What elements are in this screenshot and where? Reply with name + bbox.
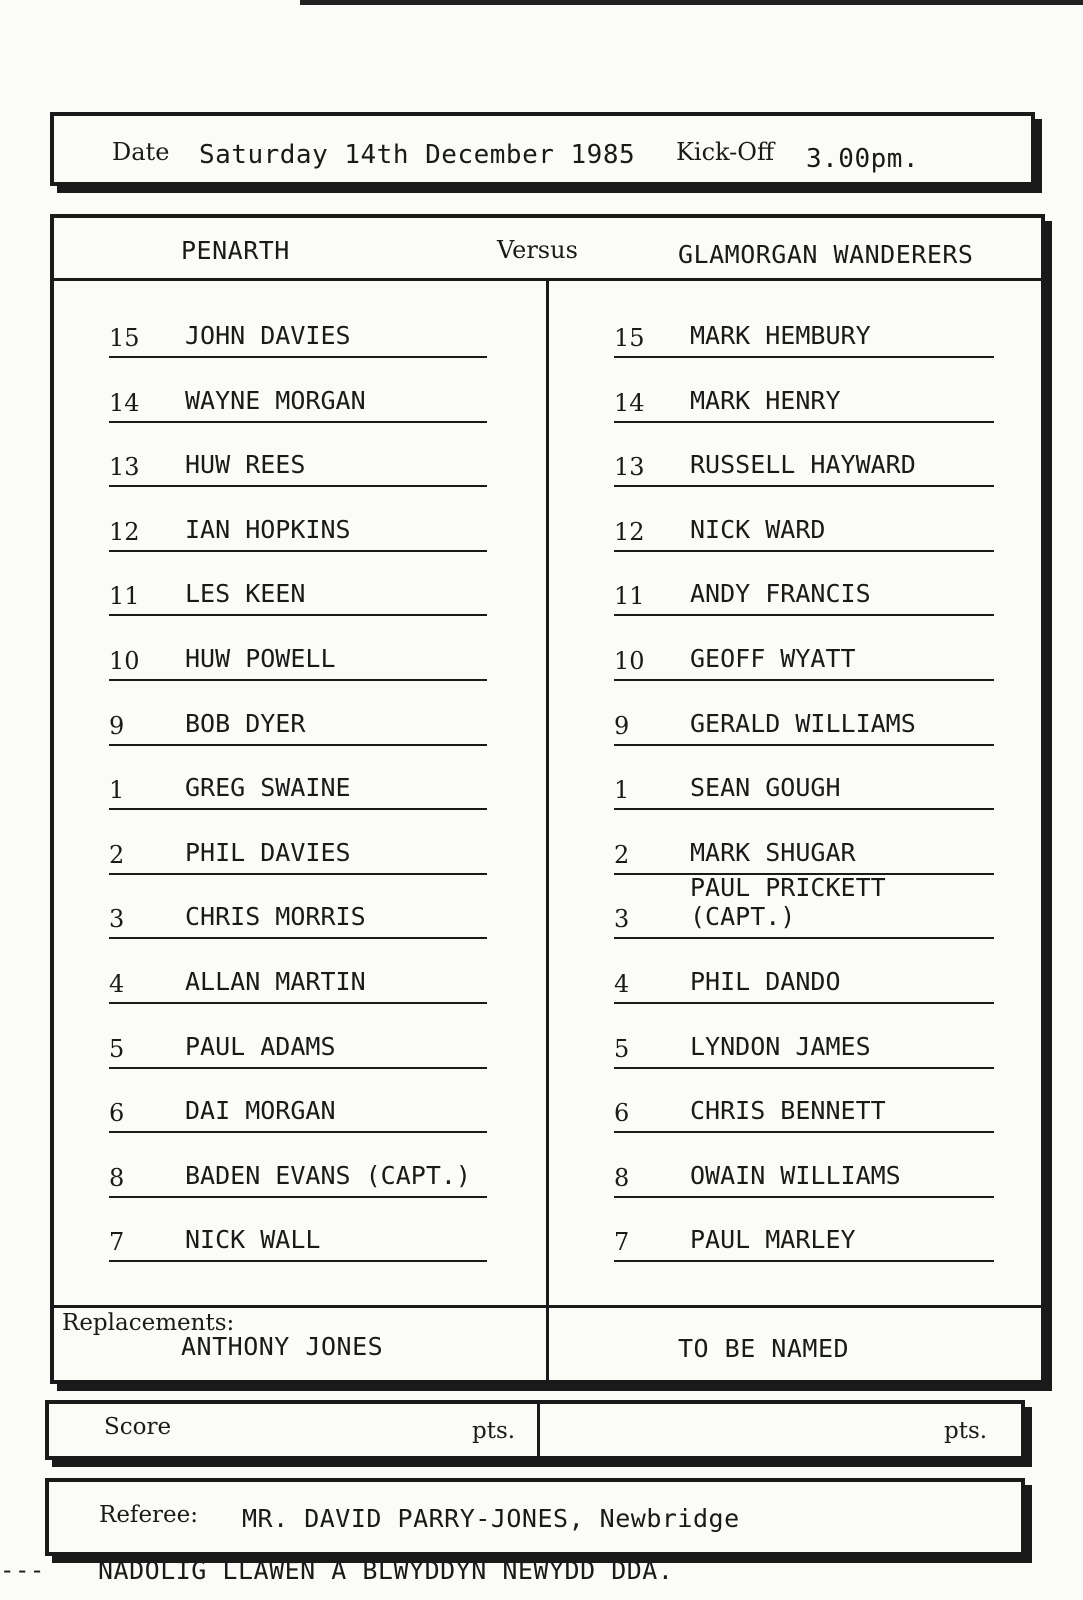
- name-underline: [614, 744, 994, 746]
- player-name: BOB DYER: [185, 708, 306, 738]
- shirt-number: 12: [614, 517, 645, 546]
- player-name: PAUL MARLEY: [690, 1225, 856, 1255]
- home-player-row: [109, 1212, 487, 1262]
- shirt-number: 14: [109, 388, 140, 417]
- shirt-number: 5: [109, 1034, 125, 1063]
- away-player-row: [614, 566, 994, 616]
- team-sheet: [50, 214, 1045, 1384]
- kickoff-label: Kick-Off: [676, 138, 775, 166]
- versus-label: Versus: [497, 236, 578, 264]
- player-name: MARK HEMBURY: [690, 321, 871, 350]
- shirt-number: 13: [109, 453, 140, 482]
- name-underline: [614, 1002, 994, 1004]
- name-underline: [109, 550, 487, 552]
- name-underline: [614, 550, 994, 552]
- home-player-row: [109, 437, 487, 487]
- shirt-number: 4: [614, 970, 630, 998]
- name-underline: [614, 1131, 994, 1133]
- away-player-row: [614, 760, 994, 810]
- shirt-number: 10: [614, 647, 645, 675]
- name-underline: [109, 1131, 487, 1133]
- player-name: LES KEEN: [185, 579, 306, 609]
- name-underline: [109, 1260, 487, 1262]
- date-value: Saturday 14th December 1985: [199, 140, 636, 170]
- shirt-number: 12: [109, 517, 140, 546]
- shirt-number: 15: [614, 324, 645, 352]
- home-player-row: [109, 954, 487, 1004]
- player-name: PHIL DANDO: [690, 967, 841, 996]
- home-player-row: [109, 696, 487, 746]
- name-underline: [109, 937, 487, 939]
- column-divider: [546, 281, 549, 1380]
- name-underline: [614, 679, 994, 681]
- away-player-row: [614, 696, 994, 746]
- shirt-number: 11: [614, 582, 645, 611]
- player-name: CHRIS MORRIS: [185, 902, 366, 932]
- home-player-row: [109, 308, 487, 358]
- shirt-number: 3: [109, 905, 125, 934]
- name-underline: [614, 937, 994, 939]
- shirt-number: 4: [109, 970, 125, 998]
- date-label: Date: [112, 138, 170, 166]
- away-player-row: [614, 825, 994, 875]
- away-player-row: [614, 1083, 994, 1133]
- name-underline: [614, 485, 994, 487]
- name-underline: [109, 485, 487, 487]
- player-name: GEOFF WYATT: [690, 644, 856, 673]
- shirt-number: 1: [614, 776, 630, 805]
- player-name: MARK HENRY: [690, 385, 841, 415]
- footer-greeting: NADOLIG LLAWEN A BLWYDDYN NEWYDD DDA.: [98, 1556, 674, 1585]
- home-player-row: [109, 1083, 487, 1133]
- home-replacement: ANTHONY JONES: [181, 1332, 384, 1361]
- referee-label: Referee:: [99, 1502, 199, 1528]
- shirt-number: 5: [614, 1034, 630, 1063]
- player-name: BADEN EVANS (CAPT.): [185, 1160, 471, 1190]
- player-name: DAI MORGAN: [185, 1096, 336, 1126]
- home-team-name: PENARTH: [181, 236, 290, 265]
- player-name: MARK SHUGAR: [690, 837, 856, 867]
- player-name: PAUL PRICKETT (CAPT.): [690, 873, 886, 932]
- player-name: PHIL DAVIES: [185, 837, 351, 867]
- away-player-row: [614, 954, 994, 1004]
- shirt-number: 6: [109, 1099, 125, 1128]
- player-name: IAN HOPKINS: [185, 514, 351, 544]
- name-underline: [614, 808, 994, 810]
- name-underline: [614, 1067, 994, 1069]
- away-player-row: [614, 631, 994, 681]
- name-underline: [109, 1067, 487, 1069]
- player-name: RUSSELL HAYWARD: [690, 450, 916, 480]
- score-box: [45, 1400, 1025, 1460]
- home-player-row: [109, 760, 487, 810]
- shirt-number: 8: [614, 1163, 630, 1192]
- away-replacement: TO BE NAMED: [678, 1334, 850, 1363]
- name-underline: [109, 1196, 487, 1198]
- shirt-number: 13: [614, 453, 645, 482]
- kickoff-value: 3.00pm.: [806, 144, 920, 174]
- player-name: ANDY FRANCIS: [690, 579, 871, 609]
- score-label: Score: [104, 1414, 172, 1440]
- name-underline: [109, 808, 487, 810]
- shirt-number: 9: [614, 711, 630, 740]
- player-name: OWAIN WILLIAMS: [690, 1160, 901, 1190]
- name-underline: [109, 356, 487, 358]
- player-name: NICK WALL: [185, 1225, 321, 1255]
- player-name: ALLAN MARTIN: [185, 967, 366, 996]
- shirt-number: 10: [109, 647, 140, 675]
- player-name: NICK WARD: [690, 514, 826, 544]
- shirt-number: 9: [109, 711, 125, 740]
- away-player-row: [614, 373, 994, 423]
- home-player-row: [109, 1148, 487, 1198]
- away-player-row: [614, 308, 994, 358]
- footer-dashes: ---: [0, 1556, 45, 1584]
- shirt-number: 11: [109, 582, 140, 611]
- player-name: LYNDON JAMES: [690, 1031, 871, 1061]
- away-player-row: [614, 437, 994, 487]
- home-player-row: [109, 566, 487, 616]
- home-player-row: [109, 502, 487, 552]
- player-name: GREG SWAINE: [185, 773, 351, 803]
- name-underline: [109, 614, 487, 616]
- away-team-name: GLAMORGAN WANDERERS: [678, 240, 974, 269]
- shirt-number: 6: [614, 1099, 630, 1128]
- shirt-number: 1: [109, 776, 125, 805]
- replacements-label: Replacements:: [62, 1310, 235, 1336]
- name-underline: [614, 1196, 994, 1198]
- player-name: HUW POWELL: [185, 644, 336, 673]
- name-underline: [614, 614, 994, 616]
- home-player-row: [109, 889, 487, 939]
- name-underline: [109, 744, 487, 746]
- away-player-row: [614, 1019, 994, 1069]
- name-underline: [109, 679, 487, 681]
- player-name: JOHN DAVIES: [185, 321, 351, 350]
- name-underline: [109, 1002, 487, 1004]
- date-box: [50, 112, 1035, 186]
- away-player-row: [614, 873, 994, 939]
- shirt-number: 8: [109, 1163, 125, 1192]
- shirt-number: 3: [614, 905, 630, 934]
- name-underline: [614, 1260, 994, 1262]
- name-underline: [614, 356, 994, 358]
- referee-box: [45, 1478, 1025, 1556]
- away-points-unit: pts.: [944, 1418, 988, 1444]
- away-player-row: [614, 1148, 994, 1198]
- player-name: HUW REES: [185, 450, 306, 480]
- home-player-row: [109, 825, 487, 875]
- player-name: GERALD WILLIAMS: [690, 708, 916, 738]
- referee-value: MR. DAVID PARRY-JONES, Newbridge: [242, 1504, 740, 1533]
- shirt-number: 7: [614, 1228, 630, 1257]
- home-player-row: [109, 631, 487, 681]
- player-name: WAYNE MORGAN: [185, 385, 366, 415]
- name-underline: [109, 421, 487, 423]
- shirt-number: 7: [109, 1228, 125, 1257]
- away-player-row: [614, 502, 994, 552]
- replacements-divider: [54, 1305, 1041, 1308]
- score-divider: [537, 1404, 540, 1456]
- name-underline: [614, 421, 994, 423]
- player-name: SEAN GOUGH: [690, 773, 841, 803]
- player-name: PAUL ADAMS: [185, 1031, 336, 1061]
- home-points-unit: pts.: [472, 1418, 516, 1444]
- shirt-number: 2: [109, 840, 125, 869]
- home-player-row: [109, 1019, 487, 1069]
- name-underline: [109, 873, 487, 875]
- shirt-number: 2: [614, 840, 630, 869]
- away-player-row: [614, 1212, 994, 1262]
- shirt-number: 14: [614, 388, 645, 417]
- top-edge-line: [300, 0, 1083, 5]
- shirt-number: 15: [109, 324, 140, 352]
- player-name: CHRIS BENNETT: [690, 1096, 886, 1126]
- home-player-row: [109, 373, 487, 423]
